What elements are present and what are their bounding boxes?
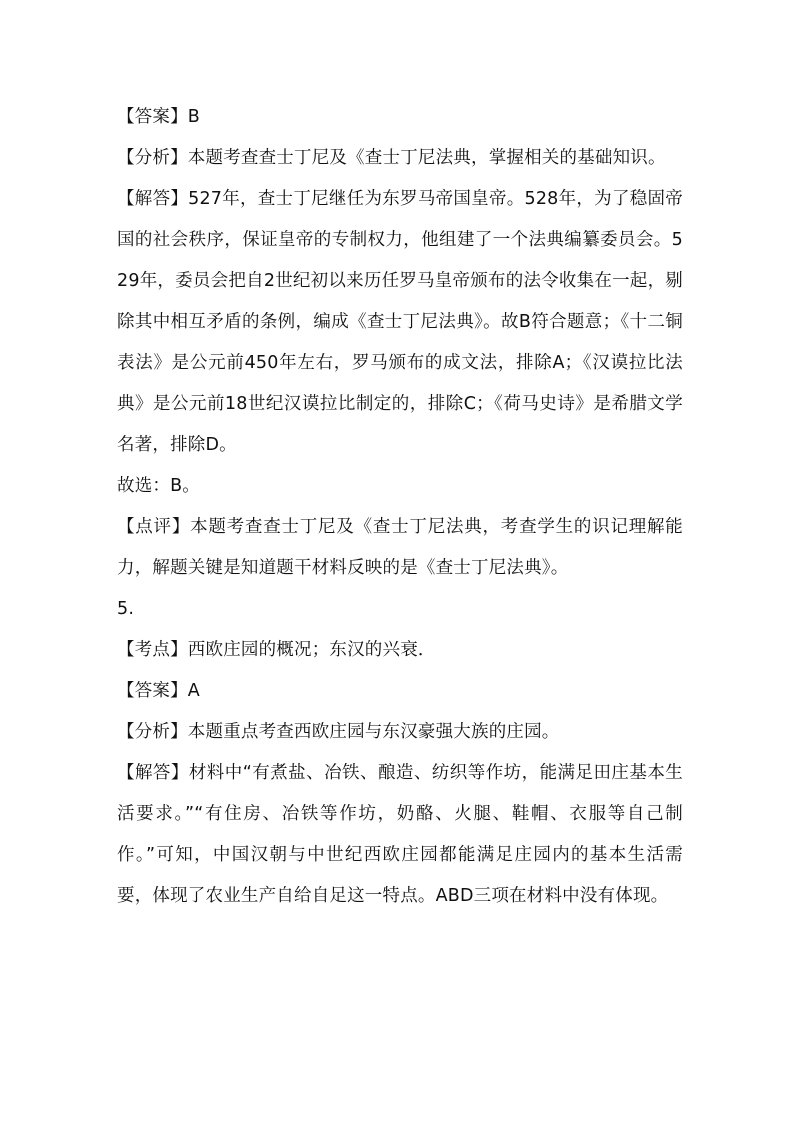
solution-paragraph-q5: 【解答】材料中“有煮盐、冶铁、酿造、纺织等作坊，能满足田庄基本生活要求。”“有住房、冶铁等作坊，奶酪、火腿、鞋帽、衣服等自己制作。”可知，中国汉朝与中世纪西欧庄园都能满足庄园内的基本生活需要，体现了农业生产自给自足这一特点。ABD三项在材料中没有体现。 bbox=[117, 763, 683, 906]
answer-paragraph-q4: 【答案】B bbox=[117, 107, 201, 127]
solution-paragraph-q4: 【解答】527年，查士丁尼继任为东罗马帝国皇帝。528年，为了稳固帝国的社会秩序，保证皇帝的专制权力，他组建了一个法典编纂委员会。529年，委员会把自2世纪初以来历任罗马皇帝颁布的法令收集在一起，剔除其中相互矛盾的条例，编成《查士丁尼法典》。故B符合题意；《十二铜表法》是公元前450年左右，罗马颁布的成文法，排除A；《汉谟拉比法典》是公元前18世纪汉谟拉比制定的，排除C；《荷马史诗》是希腊文学名著，排除D。 bbox=[117, 189, 683, 455]
choice-paragraph-q4: 故选：B。 bbox=[117, 476, 201, 496]
answer-paragraph-q5: 【答案】A bbox=[117, 681, 200, 701]
topic-paragraph-q5: 【考点】西欧庄园的概况；东汉的兴衰． bbox=[117, 640, 436, 660]
comment-paragraph-q4: 【点评】本题考查查士丁尼及《查士丁尼法典，考查学生的识记理解能力，解题关键是知道题干材料反映的是《查士丁尼法典》。 bbox=[117, 517, 683, 578]
question-number-5: 5. bbox=[117, 599, 135, 619]
analysis-paragraph-q5: 【分析】本题重点考查西欧庄园与东汉豪强大族的庄园。 bbox=[117, 722, 560, 742]
analysis-paragraph-q4: 【分析】本题考查查士丁尼及《查士丁尼法典，掌握相关的基础知识。 bbox=[117, 148, 666, 168]
document-body bbox=[117, 97, 683, 917]
